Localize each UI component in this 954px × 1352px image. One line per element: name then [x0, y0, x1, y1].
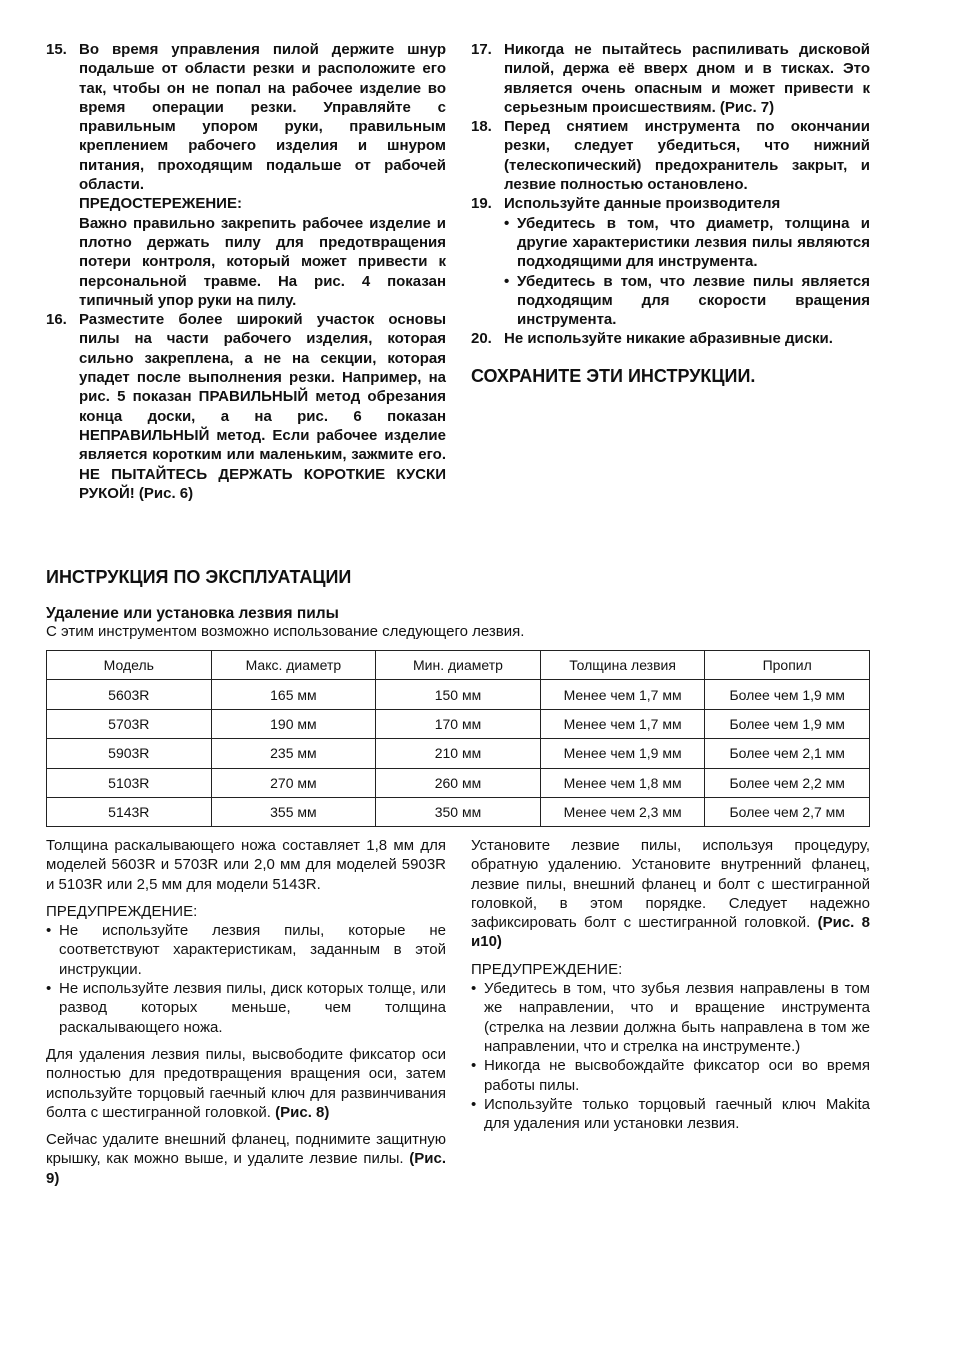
item-number: 20.	[471, 330, 492, 348]
bullet-text: Не используйте лезвия пилы, диск которых толще, или развод которых меньше, чем толщина раскалывающего ножа.	[59, 980, 446, 1036]
safety-item-17	[471, 40, 870, 117]
cell-thickness: Менее чем 2,3 мм	[540, 797, 705, 826]
safety-item-16	[46, 310, 446, 503]
cell-kerf: Более чем 1,9 мм	[705, 680, 870, 709]
col-header-kerf: Пропил	[705, 651, 870, 680]
item-text: Используйте данные производителя	[504, 195, 781, 213]
bullet-text: Убедитесь в том, что диаметр, толщина и другие характеристики лезвия пилы являются подходящими для инструмента.	[517, 214, 870, 271]
cell-min-diameter: 260 мм	[376, 768, 541, 797]
caution-text: Важно правильно закрепить рабочее изделие и плотно держать пилу для предотвращения потери контроля, который может привести к персональной травме. На рис. 4 показан типичный упор руки на пилу.	[79, 214, 446, 309]
cell-max-diameter: 165 мм	[211, 680, 376, 709]
cell-max-diameter: 270 мм	[211, 768, 376, 797]
cell-kerf: Более чем 1,9 мм	[705, 709, 870, 738]
cell-min-diameter: 170 мм	[376, 709, 541, 738]
figure-ref: (Рис. 8)	[275, 1103, 330, 1121]
table-row	[47, 709, 870, 738]
warning-bullet	[471, 1056, 870, 1095]
riving-knife-paragraph: Толщина раскалывающего ножа составляет 1,8 мм для моделей 5603R и 5703R или 2,0 мм для моделей 5903R и 5103R или 2,5 мм для модели 5143R.	[46, 837, 446, 893]
warning-bullet	[46, 979, 446, 1037]
bullet-icon: •	[471, 980, 477, 998]
blade-spec-table	[46, 650, 870, 827]
figure-ref: (Рис. 8 и10)	[471, 914, 870, 951]
safety-item-15	[46, 40, 446, 310]
col-header-min-diameter: Мин. диаметр	[376, 651, 541, 680]
col-header-model: Модель	[47, 651, 212, 680]
save-instructions-heading: СОХРАНИТЕ ЭТИ ИНСТРУКЦИИ.	[471, 365, 756, 386]
cell-max-diameter: 190 мм	[211, 709, 376, 738]
cell-model: 5103R	[47, 768, 212, 797]
removal-paragraph: Для удаления лезвия пилы, высвободите фиксатор оси полностью для предотвращения вращения оси, затем используйте торцовый гаечный ключ для развинчивания болта с шестигранной головкой. (Рис. 8)	[46, 1045, 446, 1121]
safety-item-20	[471, 329, 870, 348]
bullet-text: Убедитесь в том, что зубья лезвия направлены в том же направлении, что и вращение инструмента (стрелка на лезвии должна быть направлена в том же направлении, что и стрелка на инструменте.)	[484, 980, 870, 1055]
bullet-icon: •	[504, 214, 510, 232]
item-text: Во время управления пилой держите шнур подальше от области резки и расположите его так, чтобы он не попал на рабочее изделие во время операции резки. Управляйте с правильным упором руки, правильным креплением рабочего изделия и шнуром питания, проходящим подальше от рабочей области.	[79, 41, 446, 194]
installation-instructions	[471, 836, 870, 1133]
item-text: Разместите более широкий участок основы пилы на части рабочего изделия, которая сильно закреплена, а не на секции, которая упадет после выполнения резки. Например, на рис. 5 показан ПРАВИЛЬНЫЙ метод обрезания конца доски, а на рис. 6 показан НЕПРАВИЛЬНЫЙ метод. Если рабочее изделие является коротким или маленьким, зажмите его. НЕ ПЫТАЙТЕСЬ ДЕРЖАТЬ КОРОТКИЕ КУСКИ РУКОЙ! (Рис. 6)	[79, 311, 446, 502]
cell-min-diameter: 150 мм	[376, 680, 541, 709]
warning-label: ПРЕДУПРЕЖДЕНИЕ:	[471, 960, 623, 978]
cell-kerf: Более чем 2,1 мм	[705, 739, 870, 768]
cell-thickness: Менее чем 1,7 мм	[540, 709, 705, 738]
bullet-text: Убедитесь в том, что лезвие пилы является подходящим для скорости вращения инструмента.	[517, 272, 870, 329]
cell-model: 5603R	[47, 680, 212, 709]
cell-model: 5903R	[47, 739, 212, 768]
warning-label: ПРЕДУПРЕЖДЕНИЕ:	[46, 902, 198, 920]
bullet-text: Не используйте лезвия пилы, которые не соответствуют характеристикам, заданным в этой инструкции.	[59, 922, 446, 978]
col-header-blade-thickness: Толщина лезвия	[540, 651, 705, 680]
item-number: 19.	[471, 195, 492, 213]
flange-paragraph: Сейчас удалите внешний фланец, поднимите защитную крышку, как можно выше, и удалите лезвие пилы. (Рис. 9)	[46, 1131, 446, 1187]
caution-label: ПРЕДОСТЕРЕЖЕНИЕ:	[79, 195, 242, 213]
safety-list-right	[471, 40, 870, 387]
cell-thickness: Менее чем 1,9 мм	[540, 739, 705, 768]
table-row	[47, 797, 870, 826]
bullet-icon: •	[46, 922, 52, 940]
removal-instructions	[46, 836, 446, 1196]
figure-ref: (Рис. 9)	[46, 1150, 446, 1187]
cell-kerf: Более чем 2,2 мм	[705, 768, 870, 797]
cell-min-diameter: 350 мм	[376, 797, 541, 826]
safety-item-18	[471, 117, 870, 194]
item-number: 17.	[471, 41, 492, 58]
cell-thickness: Менее чем 1,8 мм	[540, 768, 705, 797]
item-number: 16.	[46, 311, 67, 329]
safety-item-19	[471, 194, 870, 213]
item-text: Перед снятием инструмента по окончании резки, следует убедиться, что нижний (телескопический) предохранитель закрыт, и лезвие полностью остановлено.	[504, 118, 870, 194]
table-row	[47, 739, 870, 768]
item-text: Не используйте никакие абразивные диски.	[504, 330, 833, 348]
intro-text: С этим инструментом возможно использование следующего лезвия.	[46, 623, 525, 640]
table-header-row	[47, 651, 870, 680]
bullet-icon: •	[504, 272, 510, 290]
bullet-icon: •	[471, 1095, 477, 1113]
bullet-text: Используйте только торцовый гаечный ключ Makita для удаления или установки лезвия.	[484, 1095, 870, 1133]
cell-max-diameter: 355 мм	[211, 797, 376, 826]
cell-model: 5703R	[47, 709, 212, 738]
bullet-icon: •	[46, 980, 52, 998]
warning-bullet	[471, 979, 870, 1056]
cell-kerf: Более чем 2,7 мм	[705, 797, 870, 826]
item-19-bullet	[504, 272, 870, 330]
cell-max-diameter: 235 мм	[211, 739, 376, 768]
installation-paragraph: Установите лезвие пилы, используя процедуру, обратную удалению. Установите внутренний фланец, лезвие пилы, внешний фланец и болт с шестигранной головкой, в этом порядке. Следует надежно зафиксировать болт с шестигранной головкой. (Рис. 8 и10)	[471, 837, 870, 951]
cell-model: 5143R	[47, 797, 212, 826]
item-number: 18.	[471, 118, 492, 136]
item-19-bullet	[504, 214, 870, 272]
table-row	[47, 680, 870, 709]
warning-bullet	[46, 921, 446, 979]
col-header-max-diameter: Макс. диаметр	[211, 651, 376, 680]
cell-min-diameter: 210 мм	[376, 739, 541, 768]
warning-bullet	[471, 1095, 870, 1134]
item-text: Никогда не пытайтесь распиливать дисковой пилой, держа её вверх дном и в тисках. Это является очень опасным и может привести к серьезным происшествиям. (Рис. 7)	[504, 41, 870, 116]
item-number: 15.	[46, 41, 67, 58]
subsection-title: Удаление или установка лезвия пилы	[46, 605, 339, 622]
section-title: ИНСТРУКЦИЯ ПО ЭКСПЛУАТАЦИИ	[46, 567, 352, 587]
bullet-icon: •	[471, 1057, 477, 1075]
cell-thickness: Менее чем 1,7 мм	[540, 680, 705, 709]
bullet-text: Никогда не высвобождайте фиксатор оси во время работы пилы.	[484, 1057, 870, 1094]
table-row	[47, 768, 870, 797]
safety-list-left	[46, 40, 446, 503]
